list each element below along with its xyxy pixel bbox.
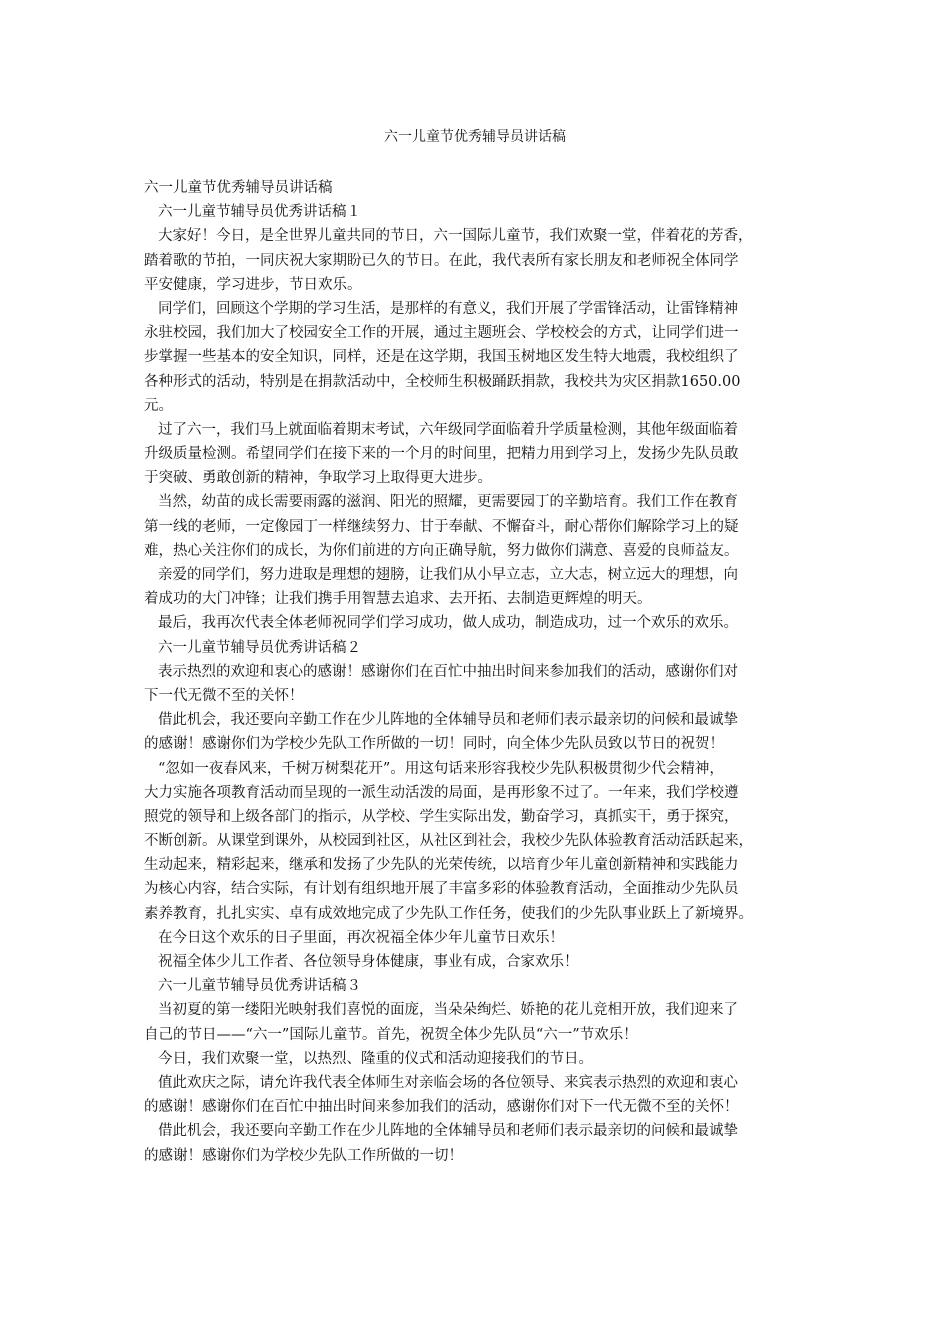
paragraph-line: 于突破、勇敢创新的精神，争取学习上取得更大进步。	[144, 470, 492, 487]
paragraph-line: 素养教育，扎扎实实、卓有成效地完成了少先队工作任务，使我们的少先队事业跃上了新境界。	[144, 905, 753, 922]
subtitle-line: 六一儿童节优秀辅导员讲话稿	[144, 180, 333, 196]
paragraph-line: 的感谢！感谢你们为学校少先队工作所做的一切！同时，向全体少先队员致以节日的祝贺！	[144, 736, 724, 753]
paragraph-line: 当初夏的第一缕阳光映射我们喜悦的面庞，当朵朵绚烂、娇艳的花儿竞相开放，我们迎来了	[158, 1002, 738, 1019]
paragraph-line: 大家好！今日，是全世界儿童共同的节日，六一国际儿童节，我们欢聚一堂，伴着花的芳香，	[158, 228, 753, 245]
paragraph-line: 当然，幼苗的成长需要雨露的滋润、阳光的照耀，更需要园丁的辛勤培育。我们工作在教育	[158, 494, 738, 511]
paragraph-line: 难，热心关注你们的成长，为你们前进的方向正确导航，努力做你们满意、喜爱的良师益友。	[144, 542, 739, 559]
paragraph-line: 过了六一，我们马上就面临着期末考试，六年级同学面临着升学质量检测，其他年级面临着	[158, 421, 738, 438]
paragraph-line: 今日，我们欢聚一堂，以热烈、隆重的仪式和活动迎接我们的节日。	[158, 1050, 593, 1067]
paragraph-line: 第一线的老师，一定像园丁一样继续努力、甘于奉献、不懈奋斗，耐心帮你们解除学习上的疑	[144, 518, 739, 535]
paragraph-line: 值此欢庆之际，请允许我代表全体师生对亲临会场的各位领导、来宾表示热烈的欢迎和衷心	[158, 1074, 738, 1091]
paragraph-line: 大力实施各项教育活动而呈现的一派生动活泼的局面，是再形象不过了。一年来，我们学校遵	[144, 784, 739, 801]
paragraph-line: 的感谢！感谢你们为学校少先队工作所做的一切！	[144, 1147, 463, 1164]
paragraph-line: 最后，我再次代表全体老师祝同学们学习成功，做人成功，制造成功，过一个欢乐的欢乐。	[158, 615, 738, 632]
paragraph-line: 的感谢！感谢你们在百忙中抽出时间来参加我们的活动，感谢你们对下一代无微不至的关怀！	[144, 1099, 739, 1116]
document-body	[144, 176, 808, 1168]
paragraph-line: 为核心内容，结合实际，有计划有组织地开展了丰富多彩的体验教育活动，全面推动少先队员	[144, 881, 739, 898]
section-heading-3: 六一儿童节辅导员优秀讲话稿３	[158, 978, 361, 995]
paragraph-line: 步掌握一些基本的安全知识，同样，还是在这学期，我国玉树地区发生特大地震，我校组织了	[144, 349, 739, 366]
document-title: 六一儿童节优秀辅导员讲话稿	[384, 129, 566, 145]
paragraph-line: 自己的节日——“六一”国际儿童节。首先，祝贺全体少先队员“六一”节欢乐！	[144, 1026, 638, 1043]
paragraph-line: 各种形式的活动，特别是在捐款活动中，全校师生积极踊跃捐款，我校共为灾区捐款1650.00	[144, 373, 741, 390]
paragraph-line: 在今日这个欢乐的日子里面，再次祝福全体少年儿童节日欢乐！	[158, 929, 564, 946]
paragraph-line: 表示热烈的欢迎和衷心的感谢！感谢你们在百忙中抽出时间来参加我们的活动，感谢你们对	[158, 663, 738, 680]
paragraph-line: “忽如一夜春风来，千树万树梨花开”。用这句话来形容我校少先队积极贯彻少代会精神，	[158, 760, 724, 777]
paragraph-line: 着成功的大门冲锋；让我们携手用智慧去追求、去开拓、去制造更辉煌的明天。	[144, 591, 652, 608]
section-heading-2: 六一儿童节辅导员优秀讲话稿２	[158, 639, 361, 656]
paragraph-line: 同学们，回顾这个学期的学习生活，是那样的有意义，我们开展了学雷锋活动，让雷锋精神	[158, 300, 738, 317]
section-heading-1: 六一儿童节辅导员优秀讲话稿１	[158, 204, 361, 221]
paragraph-line: 元。	[144, 397, 173, 414]
paragraph-line: 照党的领导和上级各部门的指示，从学校、学生实际出发，勤奋学习，真抓实干，勇于探究，	[144, 808, 739, 825]
paragraph-line: 生动起来，精彩起来，继承和发扬了少先队的光荣传统，以培育少年儿童创新精神和实践能力	[144, 857, 739, 874]
paragraph-line: 借此机会，我还要向辛勤工作在少儿阵地的全体辅导员和老师们表示最亲切的问候和最诚挚	[158, 1123, 738, 1140]
paragraph-line: 永驻校园，我们加大了校园安全工作的开展，通过主题班会、学校校会的方式，让同学们进一	[144, 325, 739, 342]
paragraph-line: 不断创新。从课堂到课外，从校园到社区，从社区到社会，我校少先队体验教育活动活跃起来，	[144, 833, 753, 850]
paragraph-line: 亲爱的同学们，努力进取是理想的翅膀，让我们从小早立志，立大志，树立远大的理想，向	[158, 567, 738, 583]
paragraph-line: 平安健康，学习进步，节日欢乐。	[144, 276, 362, 293]
paragraph-line: 借此机会，我还要向辛勤工作在少儿阵地的全体辅导员和老师们表示最亲切的问候和最诚挚	[158, 712, 738, 729]
paragraph-line: 升级质量检测。希望同学们在接下来的一个月的时间里，把精力用到学习上，发扬少先队员敢	[144, 446, 739, 463]
paragraph-line: 祝福全体少儿工作者、各位领导身体健康，事业有成，合家欢乐！	[158, 954, 579, 970]
paragraph-line: 踏着歌的节拍，一同庆祝大家期盼已久的节日。在此，我代表所有家长朋友和老师祝全体同学	[144, 252, 739, 269]
paragraph-line: 下一代无微不至的关怀！	[144, 687, 304, 704]
